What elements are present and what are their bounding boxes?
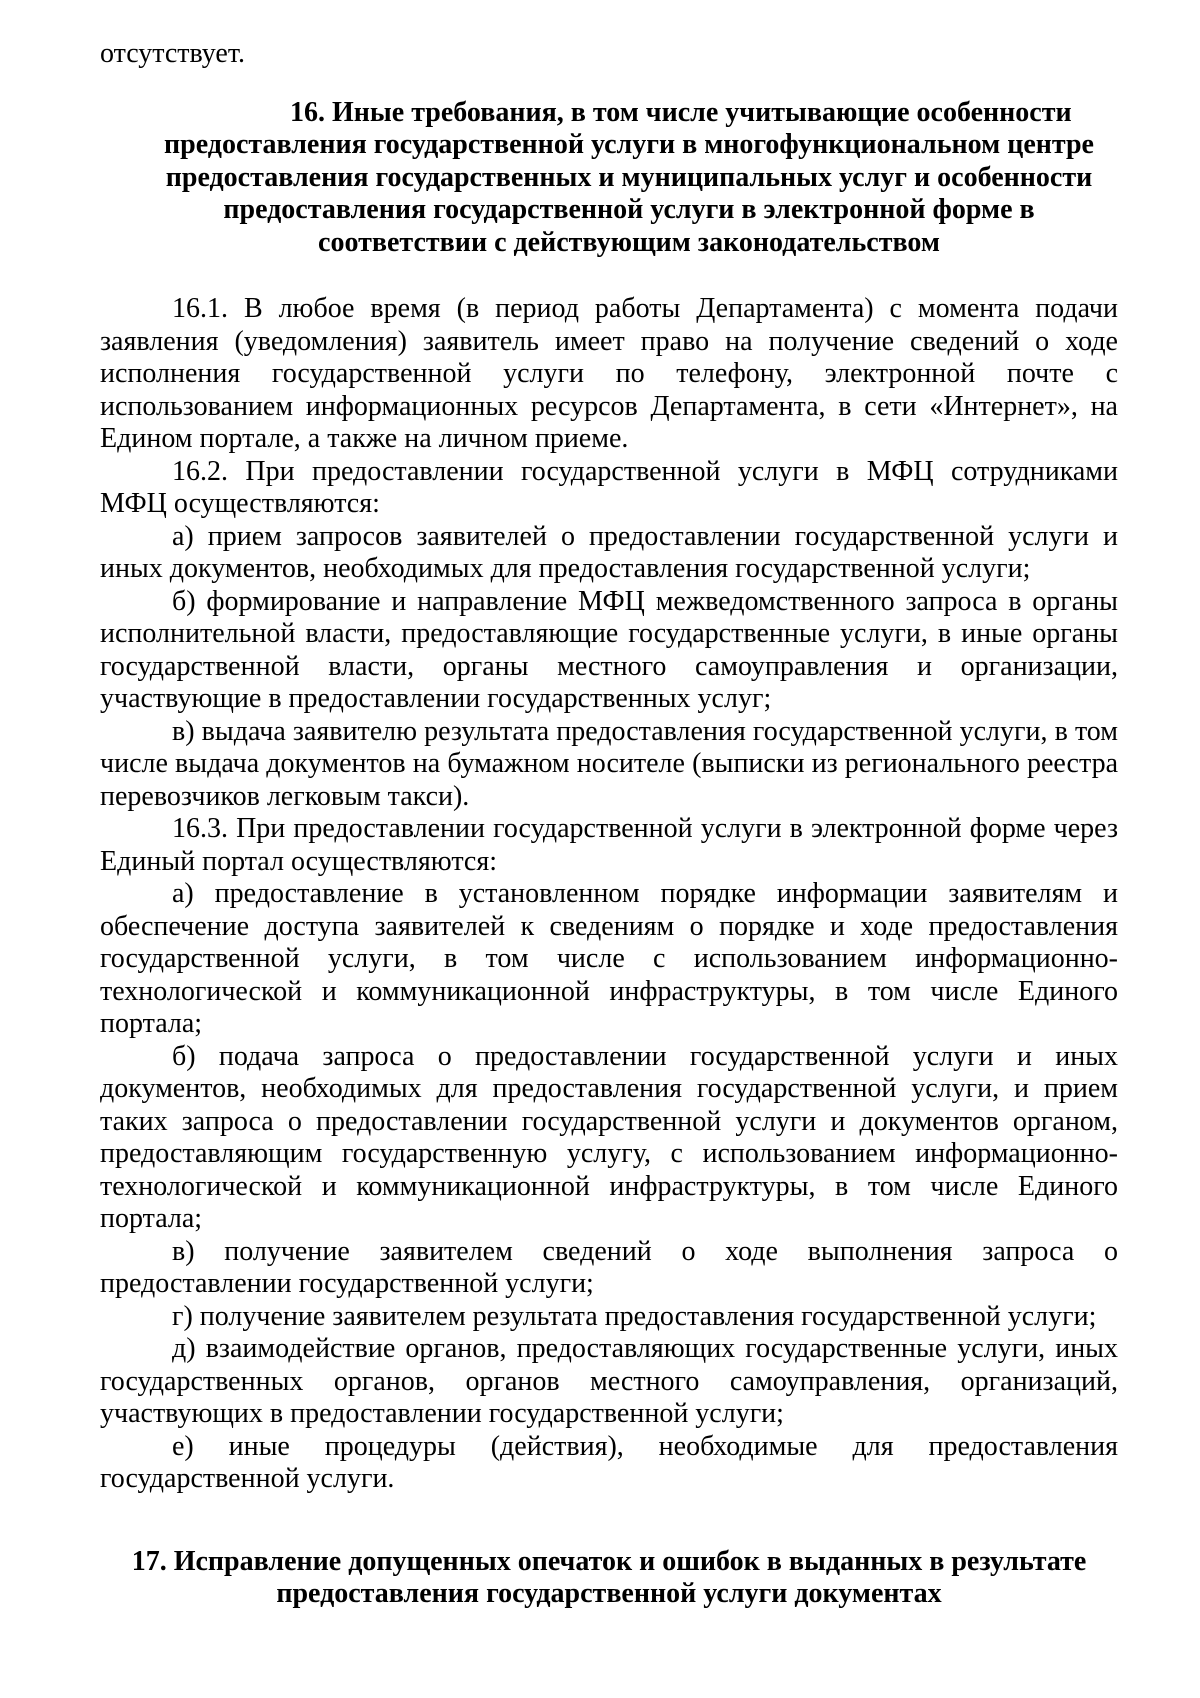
section-17-heading: 17. Исправление допущенных опечаток и ошибок в выданных в результате предоставления государственной услуги документах	[131, 1545, 1087, 1609]
paragraph-16-3-g: г) получение заявителем результата предоставления государственной услуги;	[172, 1300, 1097, 1332]
continuation-line: отсутствует.	[100, 38, 245, 69]
section-16-heading-rest: предоставления государственной услуги в многофункциональном центре предоставления государственных и муниципальных услуг и особенности предоставления государственной услуги в электронной форме в соответствии с действующим законодательством	[164, 129, 1094, 258]
paragraph-16-2-a: а) прием запросов заявителей о предоставлении государственной услуги и иных документов, необходимых для предоставления государственной услуги;	[100, 520, 1118, 584]
paragraph-16-2: 16.2. При предоставлении государственной услуги в МФЦ сотрудниками МФЦ осуществляются:	[100, 455, 1118, 519]
section-16-body	[100, 293, 1118, 1496]
paragraph-16-1: 16.1. В любое время (в период работы Департамента) с момента подачи заявления (уведомления) заявитель имеет право на получение сведений о ходе исполнения государственной услуги по телефону, электронной почте с использованием информационных ресурсов Департамента, в сети «Интернет», на Едином портале, а также на личном приеме.	[100, 293, 1118, 454]
page-content	[100, 38, 1118, 1611]
section-16-heading-line-1: 16. Иные требования, в том числе учитывающие особенности	[290, 96, 1072, 128]
paragraph-16-3: 16.3. При предоставлении государственной услуги в электронной форме через Единый портал осуществляются:	[100, 813, 1118, 877]
paragraph-16-3-d: д) взаимодействие органов, предоставляющих государственные услуги, иных государственных органов, органов местного самоуправления, организаций, участвующих в предоставлении государственной услуги;	[100, 1333, 1118, 1429]
paragraph-16-2-v: в) выдача заявителю результата предоставления государственной услуги, в том числе выдача документов на бумажном носителе (выписки из регионального реестра перевозчиков легковым такси).	[100, 715, 1118, 812]
paragraph-16-2-b: б) формирование и направление МФЦ межведомственного запроса в органы исполнительной власти, предоставляющие государственные услуги, в иные органы государственной власти, органы местного самоуправления и организации, участвующие в предоставлении государственных услуг;	[100, 585, 1118, 714]
paragraph-16-3-b: б) подача запроса о предоставлении государственной услуги и иных документов, необходимых для предоставления государственной услуги, и прием таких запроса о предоставлении государственной услуги и документов органом, предоставляющим государственную услугу, с использованием информационно-технологической и коммуникационной инфраструктуры, в том числе Единого портала;	[100, 1040, 1118, 1234]
paragraph-16-3-v: в) получение заявителем сведений о ходе выполнения запроса о предоставлении государственной услуги;	[100, 1235, 1118, 1299]
section-16-heading	[100, 97, 1118, 260]
paragraph-16-3-a: а) предоставление в установленном порядке информации заявителям и обеспечение доступа заявителей к сведениям о порядке и ходе предоставления государственной услуги, в том числе с использованием информационно-технологической и коммуникационной инфраструктуры, в том числе Единого портала;	[100, 878, 1118, 1039]
paragraph-16-3-e: е) иные процедуры (действия), необходимые для предоставления государственной услуги.	[100, 1430, 1118, 1494]
